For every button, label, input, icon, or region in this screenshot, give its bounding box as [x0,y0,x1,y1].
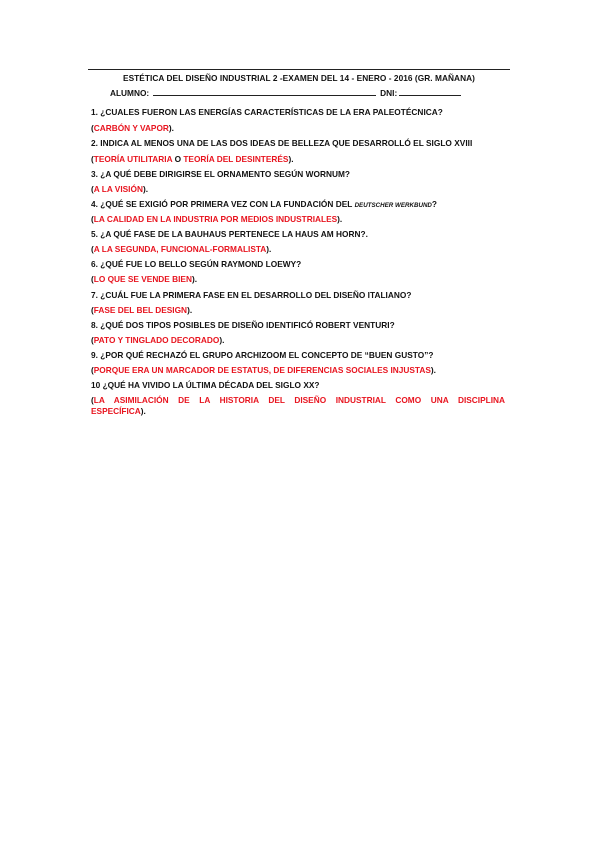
dni-blank-line [399,87,461,96]
question-3: 3. ¿A QUÉ DEBE DIRIGIRSE EL ORNAMENTO SEGÚN WORNUM? [91,169,351,179]
answer-8-text: PATO Y TINGLADO DECORADO [93,335,220,345]
answer-1: (CARBÓN Y VAPOR). [91,123,174,133]
answer-7-text: FASE DEL BEL DESIGN [93,305,188,315]
answer-3: (A LA VISIÓN). [91,184,149,194]
answer-3-text: A LA VISIÓN [93,184,143,194]
answer-4-text: LA CALIDAD EN LA INDUSTRIA POR MEDIOS INDUSTRIALES [93,214,338,224]
question-10: 10 ¿QUÉ HA VIVIDO LA ÚLTIMA DÉCADA DEL SIGLO XX? [91,380,320,390]
question-1: 1. ¿CUALES FUERON LAS ENERGÍAS CARACTERÍSTICAS DE LA ERA PALEOTÉCNICA? [91,107,443,117]
answer-5-text: A LA SEGUNDA, FUNCIONAL-FORMALISTA [93,244,267,254]
answer-4: (LA CALIDAD EN LA INDUSTRIA POR MEDIOS INDUSTRIALES). [91,214,343,224]
answer-7: (FASE DEL BEL DESIGN). [91,305,193,315]
answer-6-text: LO QUE SE VENDE BIEN [93,274,192,284]
answer-10-text-line1: LA ASIMILACIÓN DE LA HISTORIA DEL DISEÑO INDUSTRIAL COMO UNA DISCIPLINA [93,395,505,405]
exam-title: ESTÉTICA DEL DISEÑO INDUSTRIAL 2 -EXAMEN DEL 14 - ENERO - 2016 (GR. MAÑANA) [123,73,475,83]
question-5: 5. ¿A QUÉ FASE DE LA BAUHAUS PERTENECE LA HAUS AM HORN?. [91,229,368,239]
header-rule [88,69,510,70]
answer-9-text: PORQUE ERA UN MARCADOR DE ESTATUS, DE DIFERENCIAS SOCIALES INJUSTAS [93,365,431,375]
answer-6: (LO QUE SE VENDE BIEN). [91,274,198,284]
student-info-line [110,87,461,98]
question-4: 4. ¿QUÉ SE EXIGIÓ POR PRIMERA VEZ CON LA FUNDACIÓN DEL DEUTSCHER WERKBUND? [91,199,438,209]
answer-2-text-b: TEORÍA DEL DESINTERÉS [183,154,289,164]
answer-5: (A LA SEGUNDA, FUNCIONAL-FORMALISTA). [91,244,272,254]
answer-2-text-a: TEORÍA UTILITARIA [93,154,173,164]
answer-9: (PORQUE ERA UN MARCADOR DE ESTATUS, DE DIFERENCIAS SOCIALES INJUSTAS). [91,365,436,375]
question-7: 7. ¿CUÁL FUE LA PRIMERA FASE EN EL DESARROLLO DEL DISEÑO ITALIANO? [91,290,412,300]
question-6: 6. ¿QUÉ FUE LO BELLO SEGÚN RAYMOND LOEWY? [91,259,302,269]
answer-2: (TEORÍA UTILITARIA O TEORÍA DEL DESINTERÉS). [91,154,294,164]
answer-8: (PATO Y TINGLADO DECORADO). [91,335,225,345]
answer-1-text: CARBÓN Y VAPOR [93,123,169,133]
deutscher-werkbund-text: DEUTSCHER WERKBUND [354,202,432,209]
alumno-blank-line [153,87,376,96]
answer-10-text-line2: ESPECÍFICA [91,405,141,416]
answer-10: (LA ASIMILACIÓN DE LA HISTORIA DEL DISEÑO INDUSTRIAL COMO UNA DISCIPLINA ESPECÍFICA). [91,395,505,416]
alumno-label: ALUMNO: [110,88,150,98]
question-2: 2. INDICA AL MENOS UNA DE LAS DOS IDEAS DE BELLEZA QUE DESARROLLÓ EL SIGLO XVIII [91,138,473,148]
dni-label: DNI: [380,88,398,98]
question-8: 8. ¿QUÉ DOS TIPOS POSIBLES DE DISEÑO IDENTIFICÓ ROBERT VENTURI? [91,320,395,330]
question-9: 9. ¿POR QUÉ RECHAZÓ EL GRUPO ARCHIZOOM EL CONCEPTO DE “BUEN GUSTO”? [91,350,434,360]
